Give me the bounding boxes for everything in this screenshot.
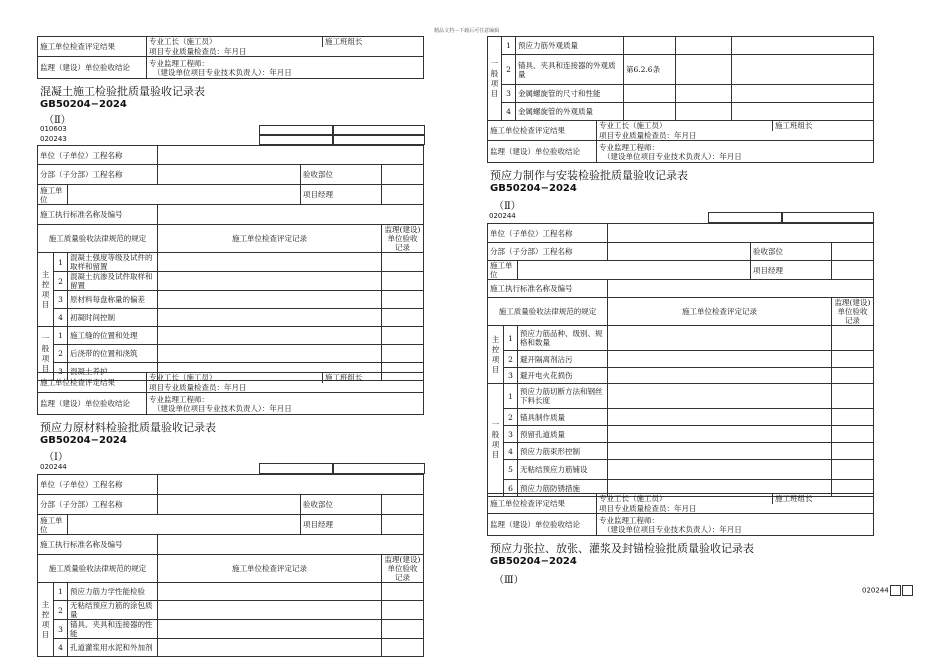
super-cell — [382, 620, 424, 639]
col-super-header: 监理(建设)单位验收记录 — [382, 555, 424, 583]
check-cell — [608, 460, 832, 480]
check-cell — [608, 443, 832, 460]
page-header-note: 精品文档---下载后可任意编辑 — [434, 28, 500, 34]
team-leader-label: 施工班组长 — [323, 37, 424, 47]
ref-cell — [624, 85, 676, 103]
gen-item-3: 混凝土养护 — [68, 363, 158, 381]
main-item-1: 预应力筋力学性能检验 — [68, 583, 158, 601]
col-spec-header: 施工质量验收法律规范的规定 — [38, 555, 158, 583]
supervision-conclusion-label: 监理（建设）单位验收结论 — [38, 393, 147, 415]
inspector-label: 项目专业质量检查员：年月日 — [147, 383, 424, 393]
main-control-group: 主控项目 — [38, 583, 54, 657]
form4-code: 020244 — [862, 586, 889, 595]
item-num: 4 — [504, 443, 518, 460]
item-num: 3 — [504, 368, 518, 384]
team-leader-label: 施工班组长 — [773, 494, 874, 504]
form4-roman: （Ⅲ） — [494, 575, 524, 586]
col-spec-header: 施工质量验收法律规范的规定 — [38, 225, 158, 253]
engineer-label: 专业监理工程师： — [149, 58, 209, 68]
code-box — [890, 585, 901, 596]
gen-item-2: 锚具、夹具和连接器的外观质量 — [516, 55, 624, 85]
super-cell — [732, 55, 874, 85]
form3-code-box1 — [708, 212, 783, 223]
form3-signoff — [487, 493, 874, 536]
item-num: 2 — [54, 345, 68, 363]
form1-code2: 020243 — [40, 135, 67, 143]
engineer-signature — [597, 514, 874, 536]
pm-label: 项目经理 — [751, 261, 832, 280]
inspector-label: 项目专业质量检查员：年月日 — [147, 47, 424, 57]
standard-value — [608, 280, 874, 298]
item-num: 1 — [54, 583, 68, 601]
item-num: 4 — [54, 639, 68, 657]
form3-roman: （Ⅱ） — [494, 201, 521, 212]
team-leader-label: 施工班组长 — [323, 373, 424, 383]
item-num: 2 — [502, 55, 516, 85]
super-cell — [832, 443, 874, 460]
unit-project-value — [158, 475, 424, 495]
check-cell — [608, 326, 832, 351]
accept-part-label: 验收部位 — [301, 495, 382, 515]
ref-cell — [624, 103, 676, 121]
engineer-note: （建设单位项目专业技术负责人）：年月日 — [603, 524, 742, 534]
check-cell — [676, 103, 732, 121]
gen-item-1: 施工缝的位置和处理 — [68, 327, 158, 345]
gen-item-2: 锚具制作质量 — [518, 409, 608, 426]
sub-project-label: 分部（子分部）工程名称 — [38, 165, 158, 185]
check-cell — [158, 272, 382, 291]
gen-item-4: 金属螺旋管的外观质量 — [516, 103, 624, 121]
item-num: 6 — [504, 480, 518, 497]
main-item-2: 避开隔离剂沾污 — [518, 351, 608, 368]
super-cell — [382, 601, 424, 620]
main-item-3: 锚具、夹具和连接器的性能 — [68, 620, 158, 639]
form2-title: 预应力原材料检验批质量验收记录表 — [40, 421, 216, 434]
pm-label: 项目经理 — [301, 185, 382, 205]
foreman-label: 专业工长（施工员） — [147, 37, 323, 47]
col-check-header: 施工单位检查评定记录 — [158, 555, 382, 583]
main-item-1: 混凝土强度等级及试件的取样和留置 — [68, 253, 158, 272]
constructor-label: 施工单位 — [38, 515, 68, 535]
item-num: 2 — [54, 272, 68, 291]
accept-part-value — [832, 243, 874, 261]
right-top-general-items — [487, 36, 874, 121]
accept-part-value — [382, 495, 424, 515]
constructor-value — [518, 261, 751, 280]
item-num: 1 — [502, 37, 516, 55]
super-cell — [832, 409, 874, 426]
pm-value — [382, 185, 424, 205]
super-cell — [382, 253, 424, 272]
main-item-3: 避开电火花损伤 — [518, 368, 608, 384]
gen-item-5: 无粘结预应力筋铺设 — [518, 460, 608, 480]
super-cell — [832, 460, 874, 480]
constructor-label: 施工单位 — [38, 185, 68, 205]
check-cell — [676, 55, 732, 85]
form2-code-box1 — [259, 463, 334, 474]
col-check-header: 施工单位检查评定记录 — [608, 298, 832, 326]
check-cell — [158, 253, 382, 272]
unit-project-label: 单位（子单位）工程名称 — [38, 475, 158, 495]
main-item-4: 孔道灌浆用水泥和外加剂 — [68, 639, 158, 657]
super-cell — [382, 639, 424, 657]
constructor-value — [68, 185, 301, 205]
form3-table — [487, 223, 874, 497]
item-num: 4 — [502, 103, 516, 121]
item-num: 1 — [504, 326, 518, 351]
left-top-signoff — [37, 36, 424, 79]
item-num: 1 — [54, 327, 68, 345]
check-cell — [608, 426, 832, 443]
form1-roman: （Ⅱ） — [44, 115, 71, 126]
gen-item-3: 预留孔道质量 — [518, 426, 608, 443]
supervision-conclusion-label: 监理（建设）单位验收结论 — [488, 141, 597, 163]
main-control-group: 主控项目 — [488, 326, 504, 384]
col-check-header: 施工单位检查评定记录 — [158, 225, 382, 253]
item-num: 5 — [504, 460, 518, 480]
check-cell — [676, 37, 732, 55]
sub-project-label: 分部（子分部）工程名称 — [488, 243, 608, 261]
eval-result-label: 施工单位检查评定结果 — [488, 121, 597, 141]
form1-standard-code: GB50204−2024 — [40, 99, 127, 110]
form3-code: 020244 — [489, 212, 516, 220]
check-cell — [158, 639, 382, 657]
form4-title: 预应力张拉、放张、灌浆及封锚检验批质量验收记录表 — [490, 542, 754, 555]
super-cell — [382, 291, 424, 309]
check-cell — [158, 309, 382, 327]
form2-table — [37, 474, 424, 657]
super-cell — [382, 583, 424, 601]
check-cell — [158, 601, 382, 620]
check-cell — [158, 327, 382, 345]
col-super-header: 监理(建设)单位验收记录 — [832, 298, 874, 326]
super-cell — [732, 85, 874, 103]
main-item-2: 无粘结预应力筋的涂包质量 — [68, 601, 158, 620]
foreman-label: 专业工长（施工员） — [597, 494, 773, 504]
check-cell — [608, 351, 832, 368]
item-num: 3 — [502, 85, 516, 103]
standard-value — [158, 535, 424, 555]
engineer-note: （建设单位项目专业技术负责人）：年月日 — [153, 67, 292, 77]
sub-project-value — [158, 165, 301, 185]
item-num: 3 — [54, 363, 68, 381]
form2-code-box2 — [332, 463, 425, 474]
eval-result-label: 施工单位检查评定结果 — [38, 373, 147, 393]
form1-table — [37, 145, 424, 381]
form3-standard-code: GB50204−2024 — [490, 183, 577, 194]
ref-clause: 第6.2.6条 — [624, 55, 676, 85]
accept-part-value — [382, 165, 424, 185]
main-item-3: 原材料每盘称量的偏差 — [68, 291, 158, 309]
standard-label: 施工执行标准名称及编号 — [38, 205, 158, 225]
gen-item-3: 金属螺旋管的尺寸和性能 — [516, 85, 624, 103]
super-cell — [732, 37, 874, 55]
general-group: 一般项目 — [488, 37, 502, 121]
constructor-value — [68, 515, 301, 535]
foreman-label: 专业工长（施工员） — [597, 121, 773, 131]
form2-standard-code: GB50204−2024 — [40, 435, 127, 446]
check-cell — [158, 345, 382, 363]
pm-value — [832, 261, 874, 280]
super-cell — [382, 327, 424, 345]
check-cell — [158, 291, 382, 309]
engineer-label: 专业监理工程师： — [599, 142, 659, 152]
item-num: 4 — [54, 309, 68, 327]
super-cell — [832, 326, 874, 351]
code-box — [902, 585, 913, 596]
check-cell — [676, 85, 732, 103]
form1-signoff — [37, 372, 424, 415]
item-num: 3 — [54, 291, 68, 309]
engineer-note: （建设单位项目专业技术负责人）：年月日 — [603, 151, 742, 161]
form1-code-box4 — [332, 134, 425, 145]
team-leader-label: 施工班组长 — [773, 121, 874, 131]
engineer-signature — [147, 57, 424, 79]
standard-label: 施工执行标准名称及编号 — [38, 535, 158, 555]
sub-project-value — [608, 243, 751, 261]
gen-item-1: 预应力筋切断方法和钢丝下料长度 — [518, 384, 608, 409]
form1-title: 混凝土施工检验批质量验收记录表 — [40, 85, 205, 98]
super-cell — [382, 272, 424, 291]
form2-code: 020244 — [40, 463, 67, 471]
inspector-label: 项目专业质量检查员：年月日 — [597, 504, 874, 514]
super-cell — [382, 309, 424, 327]
unit-project-value — [158, 146, 424, 165]
super-cell — [832, 426, 874, 443]
main-control-group: 主控项目 — [38, 253, 54, 327]
form3-code-box2 — [781, 212, 874, 223]
standard-value — [158, 205, 424, 225]
engineer-note: （建设单位项目专业技术负责人）：年月日 — [153, 403, 292, 413]
item-num: 2 — [54, 601, 68, 620]
item-num: 3 — [54, 620, 68, 639]
accept-part-label: 验收部位 — [751, 243, 832, 261]
item-num: 1 — [504, 384, 518, 409]
inspector-label: 项目专业质量检查员：年月日 — [597, 131, 874, 141]
col-super-header: 监理(建设)单位验收记录 — [382, 225, 424, 253]
col-spec-header: 施工质量验收法律规范的规定 — [488, 298, 608, 326]
engineer-signature — [147, 393, 424, 415]
right-top-signoff — [487, 120, 874, 163]
super-cell — [382, 345, 424, 363]
accept-part-label: 验收部位 — [301, 165, 382, 185]
super-cell — [832, 384, 874, 409]
general-group: 一般项目 — [38, 327, 54, 381]
item-num: 2 — [504, 351, 518, 368]
form4-code-row — [862, 585, 913, 596]
check-cell — [608, 384, 832, 409]
check-cell — [608, 409, 832, 426]
engineer-label: 专业监理工程师： — [149, 394, 209, 404]
check-cell — [158, 583, 382, 601]
form4-standard-code: GB50204−2024 — [490, 556, 577, 567]
supervision-conclusion-label: 监理（建设）单位验收结论 — [488, 514, 597, 536]
item-num: 1 — [54, 253, 68, 272]
item-num: 2 — [504, 409, 518, 426]
unit-project-label: 单位（子单位）工程名称 — [488, 224, 608, 243]
gen-item-1: 预应力筋外观质量 — [516, 37, 624, 55]
form2-roman: （Ⅰ） — [44, 452, 68, 463]
gen-item-4: 预应力筋束形控制 — [518, 443, 608, 460]
ref-cell — [624, 37, 676, 55]
main-item-4: 初凝时间控制 — [68, 309, 158, 327]
standard-label: 施工执行标准名称及编号 — [488, 280, 608, 298]
super-cell — [832, 351, 874, 368]
supervision-conclusion-label: 监理（建设）单位验收结论 — [38, 57, 147, 79]
form1-code-box2 — [259, 134, 334, 145]
form3-title: 预应力制作与安装检验批质量验收记录表 — [490, 169, 688, 182]
form1-code1: 010603 — [40, 125, 67, 133]
eval-result-label: 施工单位检查评定结果 — [38, 37, 147, 57]
check-cell — [608, 368, 832, 384]
eval-result-label: 施工单位检查评定结果 — [488, 494, 597, 514]
sub-project-label: 分部（子分部）工程名称 — [38, 495, 158, 515]
sub-project-value — [158, 495, 301, 515]
gen-item-6: 预应力筋防锈措施 — [518, 480, 608, 497]
unit-project-label: 单位（子单位）工程名称 — [38, 146, 158, 165]
gen-item-2: 后浇带的位置和浇筑 — [68, 345, 158, 363]
engineer-signature — [597, 141, 874, 163]
foreman-label: 专业工长（施工员） — [147, 373, 323, 383]
pm-value — [382, 515, 424, 535]
engineer-label: 专业监理工程师： — [599, 515, 659, 525]
item-num: 3 — [504, 426, 518, 443]
general-group: 一般项目 — [488, 384, 504, 497]
check-cell — [158, 620, 382, 639]
super-cell — [832, 368, 874, 384]
main-item-1: 预应力筋品种、级别、规格和数量 — [518, 326, 608, 351]
super-cell — [732, 103, 874, 121]
constructor-label: 施工单位 — [488, 261, 518, 280]
main-item-2: 混凝土抗渗及试件取样和留置 — [68, 272, 158, 291]
pm-label: 项目经理 — [301, 515, 382, 535]
unit-project-value — [608, 224, 874, 243]
